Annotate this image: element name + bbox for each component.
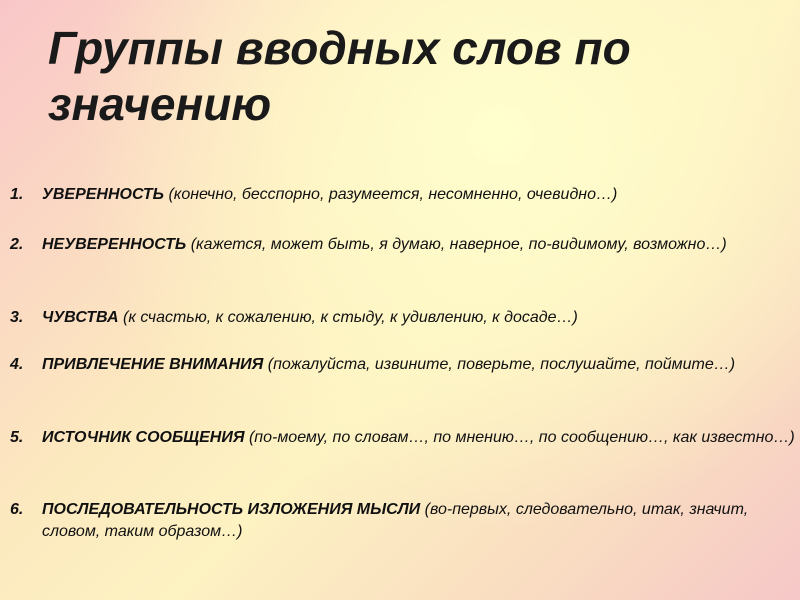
item-term: ПРИВЛЕЧЕНИЕ ВНИМАНИЯ: [42, 356, 268, 373]
item-examples: (кажется, может быть, я думаю, наверное, по-видимому, возможно…): [190, 236, 727, 253]
item-number: 5.: [10, 429, 24, 446]
item-number: 1.: [10, 186, 24, 203]
item-term: ИСТОЧНИК СООБЩЕНИЯ: [42, 429, 249, 446]
item-term: НЕУВЕРЕННОСТЬ: [42, 236, 191, 253]
item-examples: (по-моему, по словам…, по мнению…, по сообщению…, как известно…): [248, 429, 795, 446]
list-item: [10, 499, 800, 543]
item-number: 2.: [10, 236, 24, 253]
item-examples: (пожалуйста, извините, поверьте, послушайте, поймите…): [267, 356, 736, 373]
item-examples: (к счастью, к сожалению, к стыду, к удивлению, к досаде…): [122, 309, 578, 326]
list-item: [10, 307, 800, 329]
item-term: ПОСЛЕДОВАТЕЛЬНОСТЬ ИЗЛОЖЕНИЯ МЫСЛИ: [42, 501, 425, 518]
item-examples: (конечно, бесспорно, разумеется, несомненно, очевидно…): [168, 186, 618, 203]
list-item: [10, 234, 800, 256]
item-term: ЧУВСТВА: [42, 309, 123, 326]
item-term: УВЕРЕННОСТЬ: [42, 186, 169, 203]
list-item: [10, 184, 800, 206]
item-number: 4.: [10, 356, 24, 373]
slide-title: Группы вводных слов по значению: [48, 22, 631, 130]
list-item: [10, 354, 800, 376]
list-item: [10, 427, 800, 449]
item-number: 6.: [10, 501, 24, 518]
item-number: 3.: [10, 309, 24, 326]
item-examples: (во-первых, следовательно, итак, значит, словом, таким образом…): [42, 501, 749, 540]
